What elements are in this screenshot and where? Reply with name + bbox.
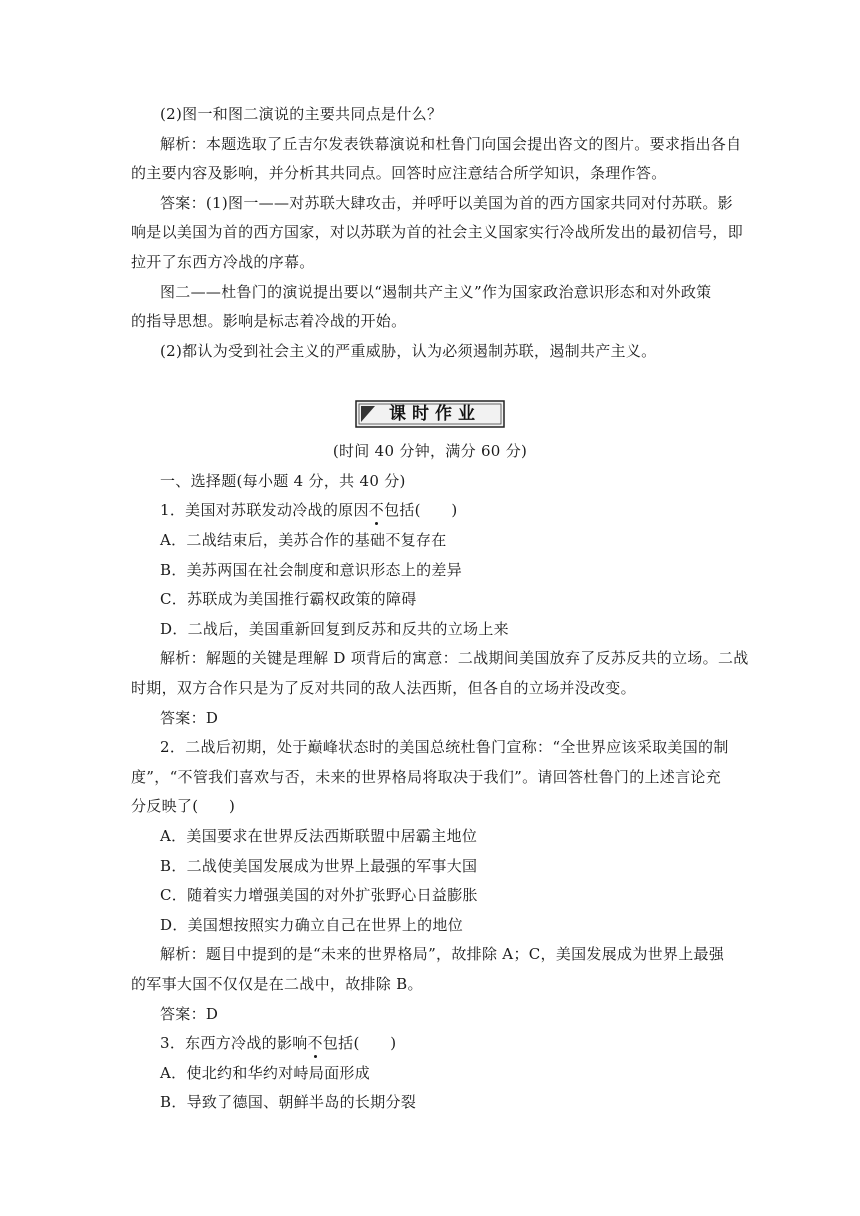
option-b: B．导致了德国、朝鲜半岛的长期分裂 [160,1093,417,1111]
analysis-text: 时期，双方合作只是为了反对共同的敌人法西斯，但各自的立场并没改变。 [131,679,636,697]
part-heading: 一、选择题(每小题 4 分，共 40 分) [160,472,406,490]
option-b: B．二战使美国发展成为世界上最强的军事大国 [160,857,478,875]
option-c: C．随着实力增强美国的对外扩张野心日益膨胀 [160,886,478,904]
banner-title: 课时作业 [389,404,481,424]
analysis-text: 解析：题目中提到的是“未来的世界格局”，故排除 A；C，美国发展成为世界上最强 [160,945,725,963]
option-d: D．美国想按照实力确立自己在世界上的地位 [160,916,464,934]
question-3-stem: 3．东西方冷战的影响不包括( ) [160,1034,397,1052]
analysis-text: 解析：本题选取了丘吉尔发表铁幕演说和杜鲁门向国会提出咨文的图片。要求指出各自 [160,135,742,153]
answer-text: 的指导思想。影响是标志着冷战的开始。 [131,312,407,330]
emphasis-dot: 不 [307,1034,323,1052]
section-banner [355,400,505,428]
answer-text: 图二——杜鲁门的演说提出要以“遏制共产主义”作为国家政治意识形态和对外政策 [160,283,712,301]
answer-text: 拉开了东西方冷战的序幕。 [131,253,315,271]
option-b: B．美苏两国在社会制度和意识形态上的差异 [160,561,463,579]
question-2-stem: 2．二战后初期，处于巅峰状态时的美国总统杜鲁门宣称：“全世界应该采取美国的制 [160,738,729,756]
analysis-text: 的主要内容及影响，并分析其共同点。回答时应注意结合所学知识，条理作答。 [131,164,667,182]
time-note: (时间 40 分钟，满分 60 分) [332,442,528,460]
option-a: A．使北约和华约对峙局面形成 [160,1064,371,1082]
analysis-text: 的军事大国不仅仅是在二战中，故排除 B。 [131,975,423,993]
question-2-stem: 度”，“不管我们喜欢与否，未来的世界格局将取决于我们”。请回答杜鲁门的上述言论充 [131,768,722,786]
answer-text: 答案：(1)图一——对苏联大肆攻击，并呼吁以美国为首的西方国家共同对付苏联。影 [160,194,733,212]
option-a: A．美国要求在世界反法西斯联盟中居霸主地位 [160,827,478,845]
option-d: D．二战后，美国重新回复到反苏和反共的立场上来 [160,620,509,638]
question-2-of-previous: (2)图一和图二演说的主要共同点是什么？ [160,105,443,123]
answer-text: 答案：D [160,709,219,727]
answer-text: (2)都认为受到社会主义的严重威胁，认为必须遏制苏联，遏制共产主义。 [160,342,657,360]
question-1-stem: 1．美国对苏联发动冷战的原因不包括( ) [160,501,458,519]
answer-text: 响是以美国为首的西方国家，对以苏联为首的社会主义国家实行冷战所发出的最初信号，即 [131,223,744,241]
analysis-text: 解析：解题的关键是理解 D 项背后的寓意：二战期间美国放弃了反苏反共的立场。二战 [160,649,749,667]
emphasis-dot: 不 [368,501,385,519]
option-a: A．二战结束后，美苏合作的基础不复存在 [160,531,447,549]
option-c: C．苏联成为美国推行霸权政策的障碍 [160,590,417,608]
question-2-stem: 分反映了( ) [131,797,236,815]
answer-text: 答案：D [160,1005,219,1023]
